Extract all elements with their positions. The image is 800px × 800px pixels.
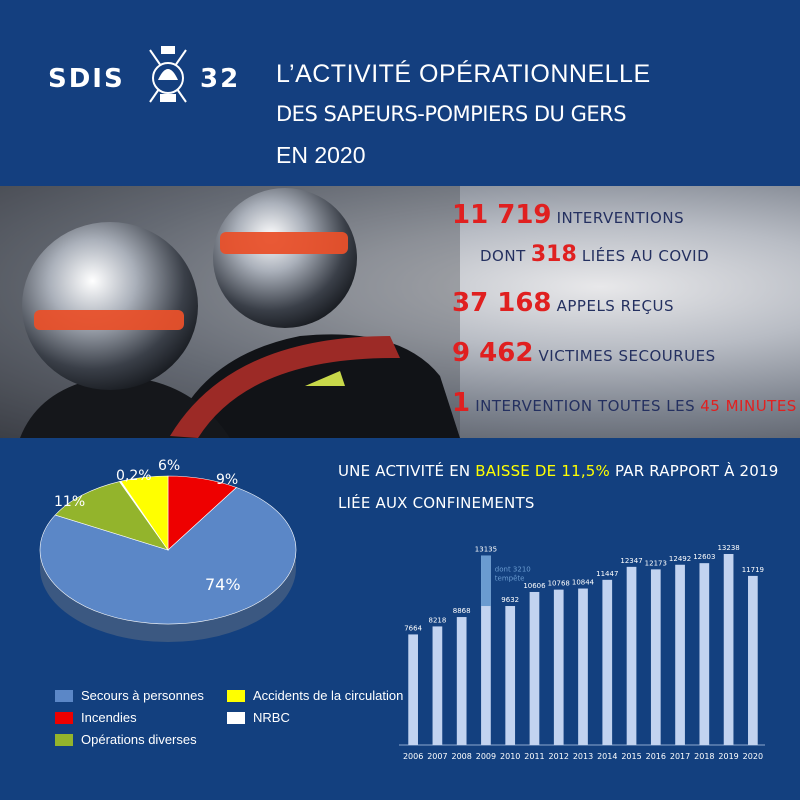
page-title-year: EN 2020 <box>276 142 366 168</box>
trend-subtitle-part1: UNE ACTIVITÉ EN <box>338 462 471 480</box>
bar-value-label: 11719 <box>741 565 765 574</box>
pie-data-label: 6% <box>158 458 181 474</box>
bar-highlight-segment <box>481 555 491 606</box>
bar-category-label: 2018 <box>694 752 715 761</box>
bar-category-label: 2006 <box>402 752 424 761</box>
trend-subtitle-highlight: BAISSE DE 11,5% <box>475 462 610 480</box>
bar <box>724 554 734 745</box>
bar-category-label: 2020 <box>742 752 764 761</box>
bar-value-label: 8218 <box>428 616 447 625</box>
legend-swatch <box>55 734 73 746</box>
bar-category-label: 2012 <box>548 752 569 761</box>
bar <box>408 634 418 745</box>
stat-interventions-label: INTERVENTIONS <box>556 209 685 227</box>
bar-value-label: 9632 <box>501 596 520 605</box>
bar-category-label: 2011 <box>524 752 545 761</box>
bar-category-label: 2008 <box>451 752 472 761</box>
bar-category-label: 2017 <box>669 752 691 761</box>
pie-data-label: 9% <box>216 472 239 488</box>
firefighter-helmets-illustration <box>0 186 460 438</box>
page-title-line2: DES SAPEURS-POMPIERS DU GERS <box>276 102 627 126</box>
legend-label: Opérations diverses <box>81 732 197 747</box>
stat-covid-prefix: DONT <box>480 247 526 265</box>
header <box>0 0 800 186</box>
stat-covid-value: 318 <box>530 242 577 267</box>
pie-data-label: 0,2% <box>116 468 152 484</box>
bar <box>433 626 443 745</box>
bar-annotation: tempête <box>494 574 525 583</box>
stat-interventions-value: 11 719 <box>452 200 552 230</box>
logo-text-left: SDIS <box>48 64 125 94</box>
stat-frequency-minutes: 45 MINUTES <box>700 397 797 415</box>
bar <box>627 567 637 745</box>
bar-value-label: 7664 <box>404 624 423 633</box>
firefighter-photo <box>0 186 800 438</box>
bar-value-label: 12347 <box>620 556 643 565</box>
bar-value-label: 13135 <box>474 545 498 554</box>
pie-chart <box>30 450 330 670</box>
bar-value-label: 12603 <box>693 553 716 562</box>
legend-label: NRBC <box>253 710 290 725</box>
bar <box>505 606 515 745</box>
stat-victims-label: VICTIMES SECOURUES <box>538 347 716 365</box>
bar <box>457 617 467 745</box>
bar-value-label: 10844 <box>571 578 595 587</box>
stat-victims-value: 9 462 <box>452 338 534 368</box>
stat-frequency-label: INTERVENTION TOUTES LES <box>475 397 696 415</box>
pie-data-label: 74% <box>205 575 241 594</box>
bar-value-label: 8868 <box>452 607 471 616</box>
bar-category-label: 2014 <box>597 752 618 761</box>
stat-calls-value: 37 168 <box>452 288 552 318</box>
bar <box>578 589 588 745</box>
bar-annotation: dont 3210 <box>494 565 531 574</box>
bar-value-label: 10606 <box>523 581 546 590</box>
legend-swatch <box>55 712 73 724</box>
trend-subtitle <box>338 462 779 480</box>
bar-category-label: 2013 <box>572 752 594 761</box>
bar-value-label: 10768 <box>547 579 570 588</box>
legend-swatch <box>227 712 245 724</box>
stat-calls-label: APPELS REÇUS <box>556 297 674 315</box>
bar <box>530 592 540 745</box>
bar <box>748 576 758 745</box>
bar-chart <box>395 525 770 770</box>
bar-value-label: 12173 <box>644 559 667 568</box>
sdis-logo <box>40 40 240 110</box>
bar <box>675 565 685 745</box>
legend-label: Accidents de la circulation <box>253 688 404 703</box>
bar-category-label: 2019 <box>718 752 739 761</box>
fire-badge-icon <box>142 44 194 108</box>
trend-subtitle-line2: LIÉE AUX CONFINEMENTS <box>338 494 535 512</box>
stat-covid-label: LIÉES AU COVID <box>581 247 710 265</box>
pie-data-label: 11% <box>54 494 86 510</box>
legend-label: Secours à personnes <box>81 688 204 703</box>
bar-category-label: 2010 <box>500 752 521 761</box>
page-title: L’ACTIVITÉ OPÉRATIONNELLE <box>276 60 651 88</box>
legend-swatch <box>227 690 245 702</box>
bar-category-label: 2016 <box>645 752 666 761</box>
stat-frequency-value: 1 <box>452 388 471 418</box>
bar-category-label: 2007 <box>427 752 448 761</box>
pie-legend <box>55 688 415 758</box>
bar-value-label: 11447 <box>596 569 619 578</box>
bar <box>554 590 564 745</box>
bar <box>602 580 612 745</box>
bar-value-label: 13238 <box>717 543 740 552</box>
bar-category-label: 2015 <box>621 752 642 761</box>
bar-value-label: 12492 <box>668 554 692 563</box>
legend-label: Incendies <box>81 710 137 725</box>
logo-text-right: 32 <box>200 64 241 94</box>
bar <box>651 569 661 745</box>
bar-category-label: 2009 <box>475 752 497 761</box>
trend-subtitle-part2: PAR RAPPORT À 2019 <box>614 462 779 480</box>
bar <box>699 563 709 745</box>
legend-swatch <box>55 690 73 702</box>
